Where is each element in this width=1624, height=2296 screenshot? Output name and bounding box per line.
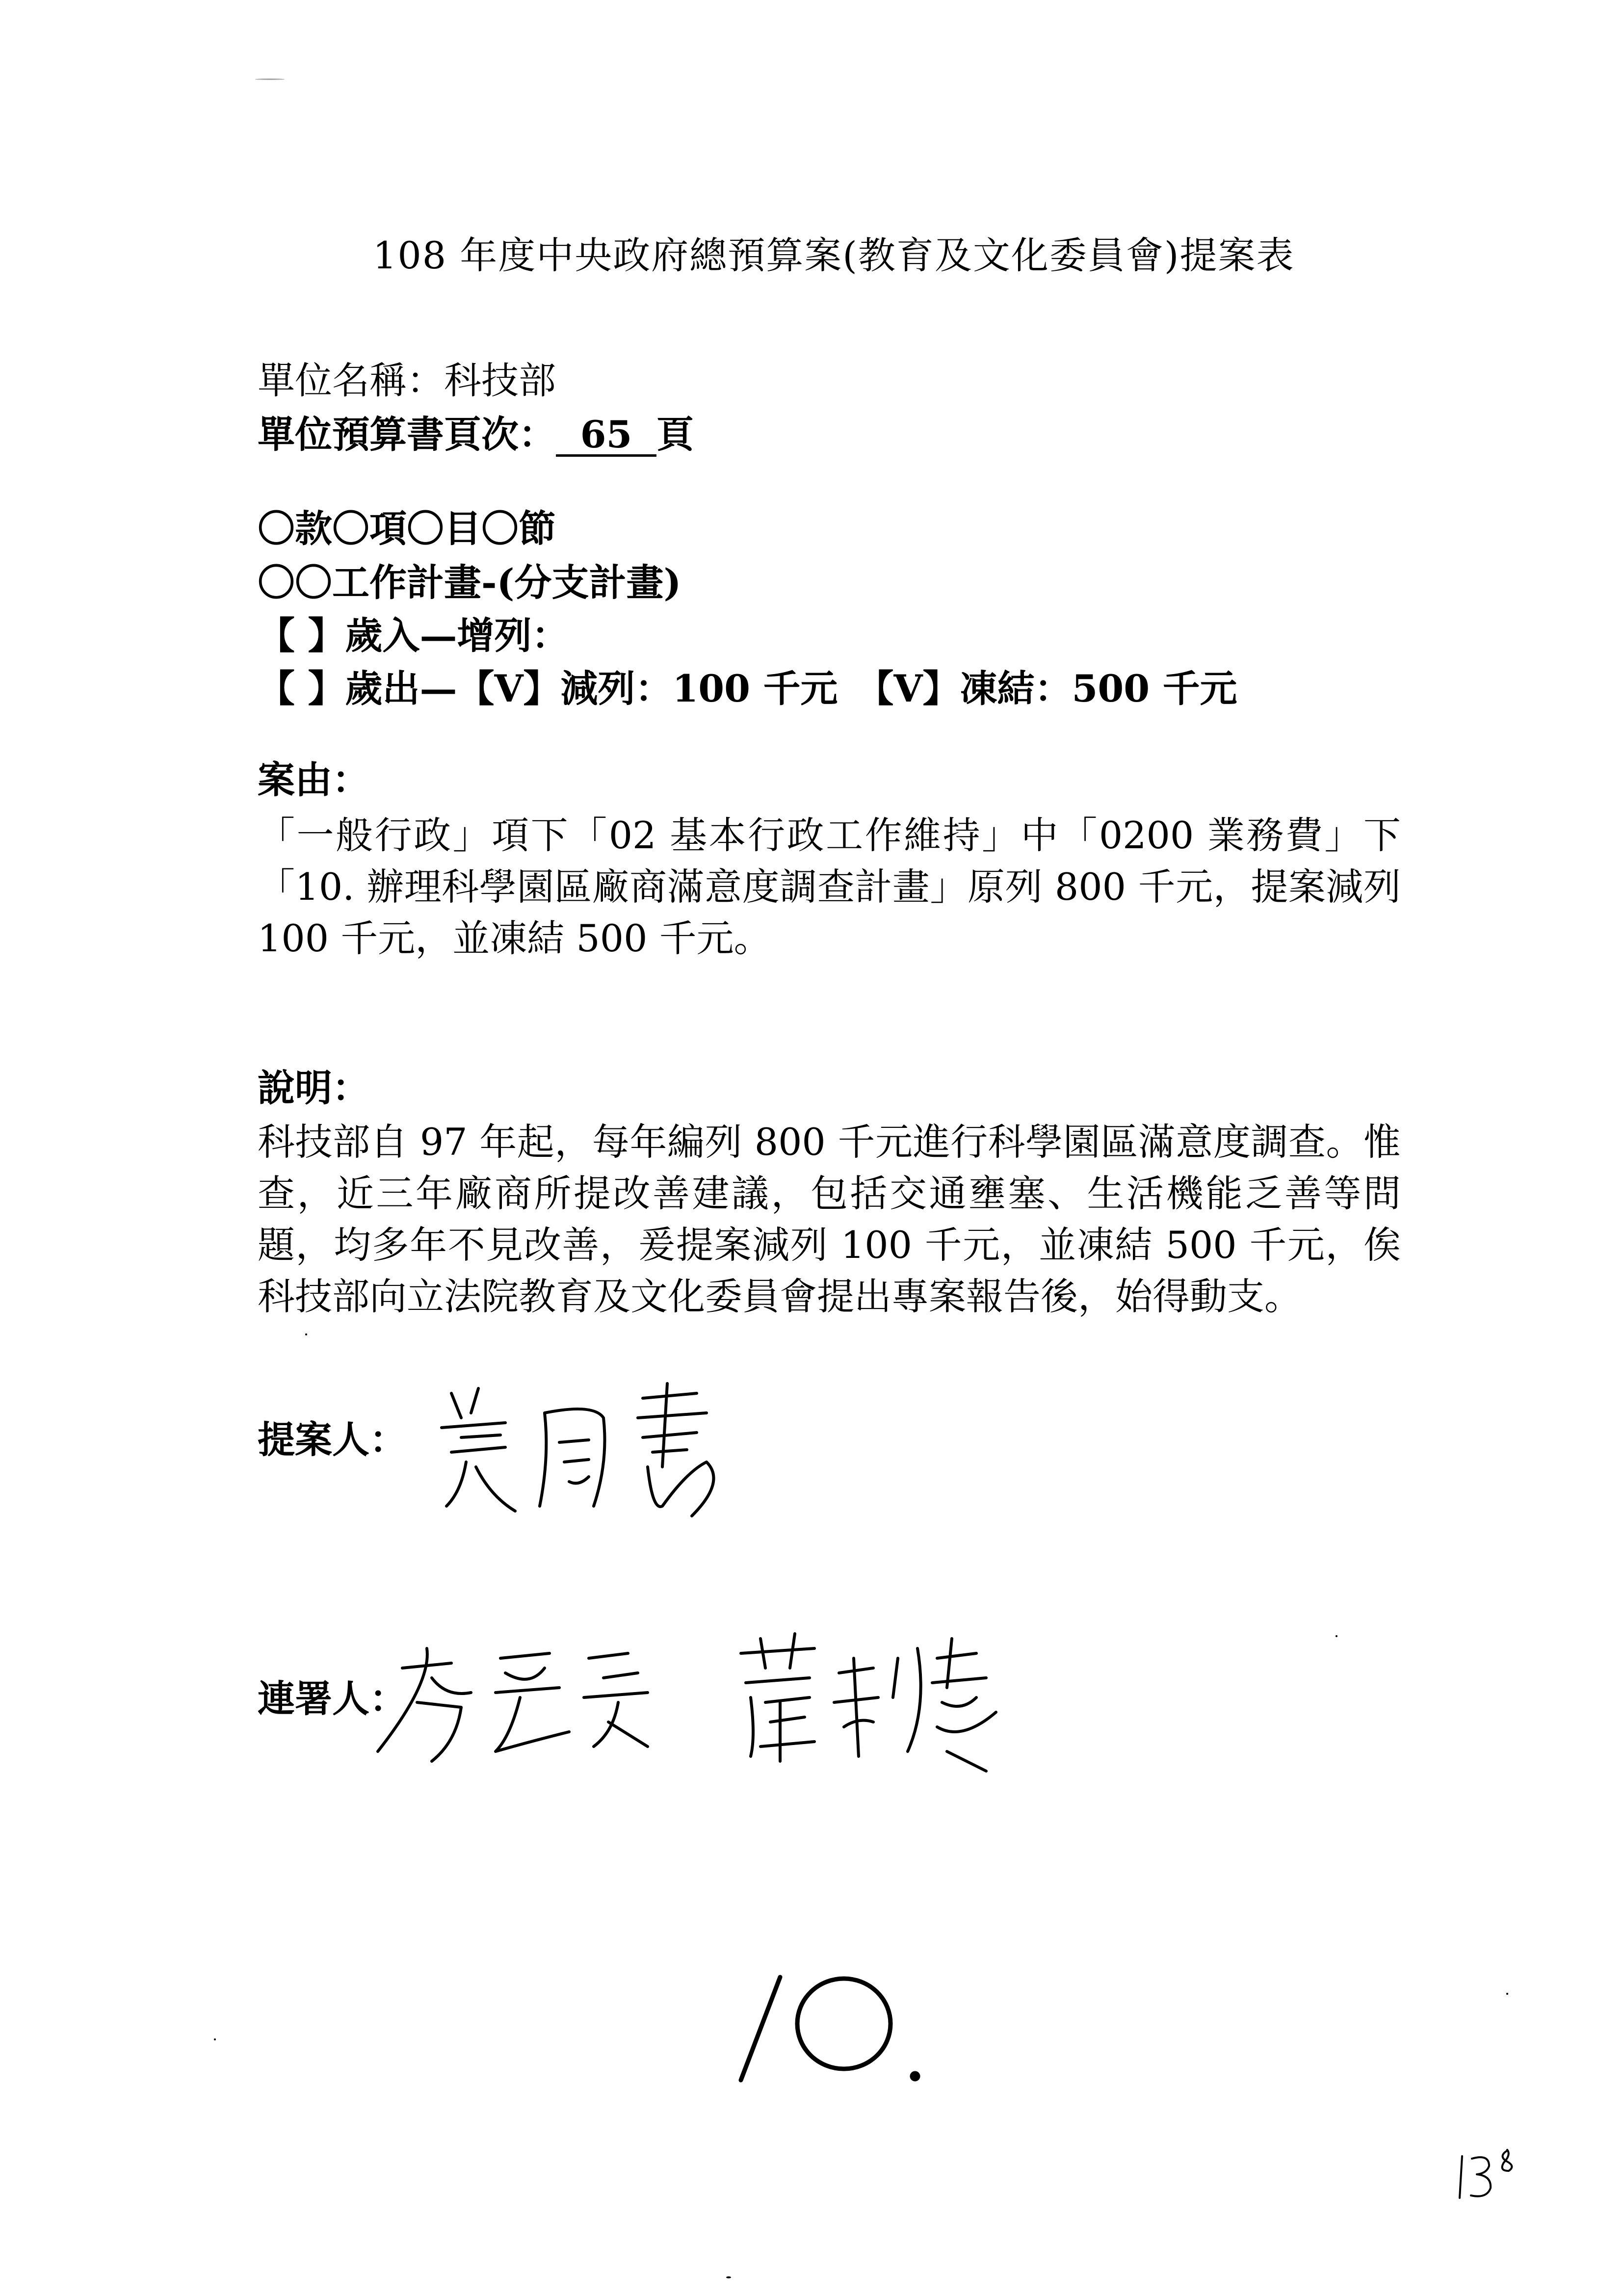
budget-page-label: 單位預算書頁次： bbox=[258, 413, 556, 456]
scan-speck bbox=[214, 2038, 216, 2040]
unit-name: 單位名稱：科技部 bbox=[258, 359, 556, 402]
account-line: 〇款〇項〇目〇節 bbox=[258, 507, 556, 550]
plan-line: 〇〇工作計畫-(分支計畫) bbox=[258, 561, 681, 604]
cosigner-label: 連署人： bbox=[258, 1677, 407, 1721]
document-title: 108 年度中央政府總預算案(教育及文化委員會)提案表 bbox=[373, 234, 1295, 277]
scan-speck bbox=[1506, 1993, 1508, 1995]
expense-line: 【 】歲出—【V】減列：100 千元 【V】凍結：500 千元 bbox=[258, 667, 1237, 710]
budget-page-number: 65 bbox=[556, 416, 656, 457]
scan-speck bbox=[1336, 1635, 1337, 1637]
proposer-signature bbox=[432, 1383, 785, 1523]
reason-body: 「一般行政」項下「02 基本行政工作維持」中「0200 業務費」下「10. 辦理科學園區廠商滿意度調查計畫」原列 800 千元，提案減列 100 千元，並凍結 500 千元。 bbox=[258, 813, 1401, 960]
explain-body: 科技部自 97 年起，每年編列 800 千元進行科學園區滿意度調查。惟查，近三年廠商所提改善建議，包括交通壅塞、生活機能乏善等問題，均多年不見改善，爰提案減列 100 千元，並凍結 500 千元，俟科技部向立法院教育及文化委員會提出專案報告後，始得動支。 bbox=[258, 1120, 1401, 1318]
handwritten-page-number bbox=[1452, 2144, 1531, 2205]
cosigner-signature-1 bbox=[373, 1639, 687, 1778]
proposer-label: 提案人： bbox=[258, 1418, 407, 1461]
scan-speck bbox=[726, 2276, 731, 2278]
handwritten-number bbox=[726, 1967, 932, 2087]
budget-page-suffix: 頁 bbox=[656, 413, 694, 456]
cosigner-signature-2 bbox=[731, 1629, 1006, 1778]
scan-speck-top bbox=[255, 78, 285, 80]
reason-heading: 案由： bbox=[258, 758, 369, 802]
explain-heading: 說明： bbox=[258, 1066, 369, 1110]
scan-speck bbox=[305, 1333, 307, 1335]
revenue-line: 【 】歲入—增列： bbox=[258, 614, 569, 657]
budget-page-line bbox=[258, 413, 694, 457]
